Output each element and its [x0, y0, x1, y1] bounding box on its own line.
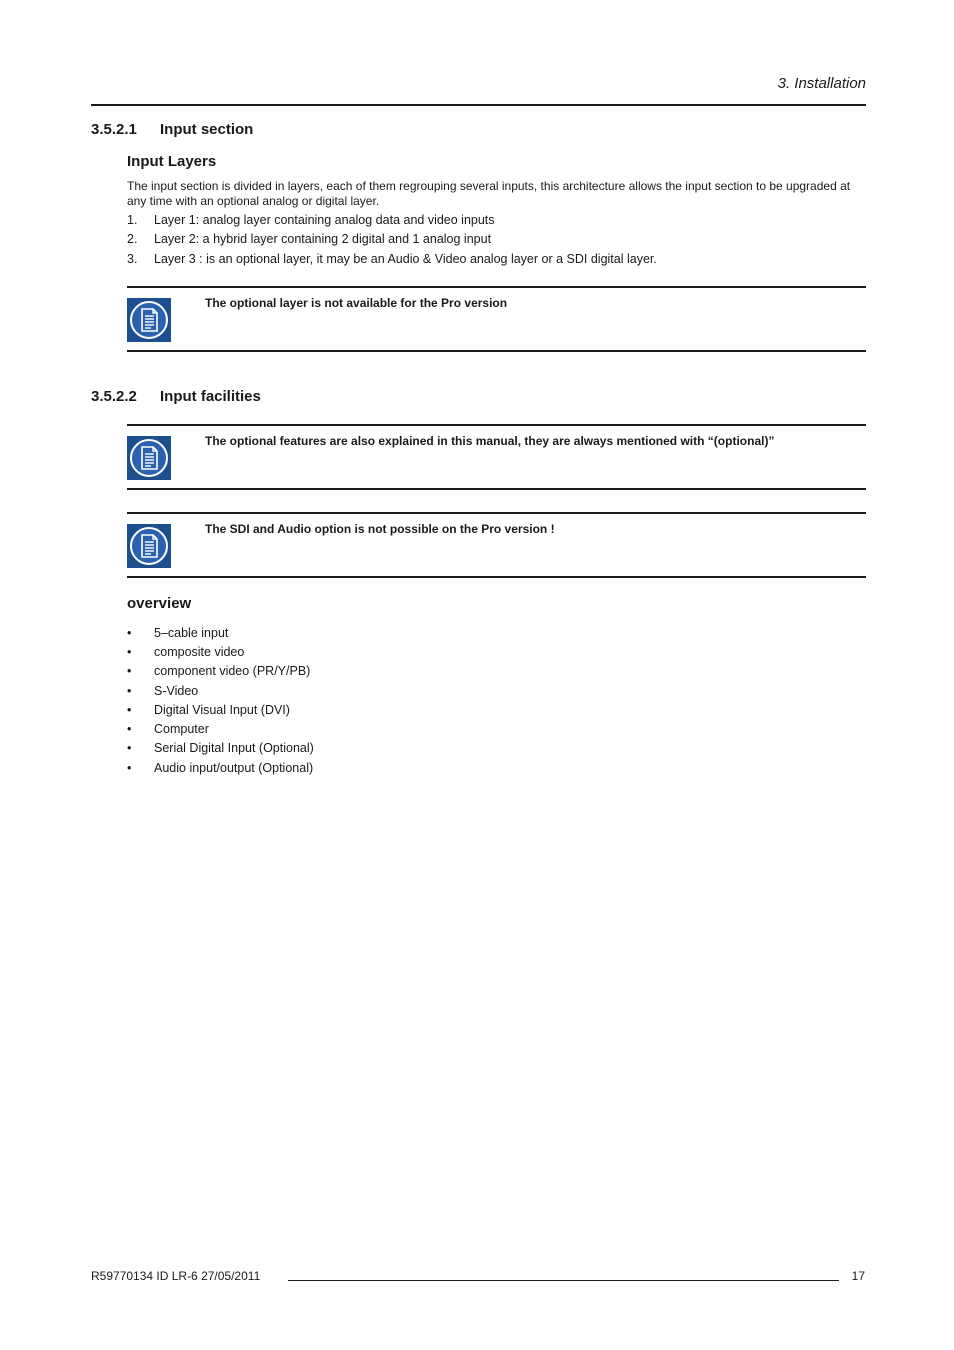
list-item — [127, 703, 290, 718]
note-text: The optional layer is not available for the Pro version — [205, 296, 508, 310]
bullet: • — [127, 703, 132, 717]
bullet: • — [127, 645, 132, 659]
list-text: Layer 3 : is an optional layer, it may be an Audio & Video analog layer or a SDI digital layer. — [154, 252, 657, 266]
page-number: 17 — [851, 1269, 865, 1283]
note-document-icon — [127, 524, 171, 568]
list-item — [127, 761, 313, 776]
list-item — [127, 232, 491, 247]
subheading-input-layers: Input Layers — [127, 153, 217, 170]
list-item — [127, 626, 228, 641]
bullet: • — [127, 722, 132, 736]
note-box — [127, 512, 866, 578]
list-text: Digital Visual Input (DVI) — [154, 703, 290, 717]
bullet: • — [127, 741, 132, 755]
section-number: 3.5.2.2 — [91, 388, 137, 405]
note-text: The optional features are also explained in this manual, they are always mentioned with “(optional)” — [205, 434, 775, 448]
list-item — [127, 213, 495, 228]
section-heading-input-facilities — [91, 388, 261, 405]
note-document-icon — [127, 298, 171, 342]
list-text: 5–cable input — [154, 626, 229, 640]
section-title: Input section — [160, 121, 254, 138]
subheading-overview: overview — [127, 595, 192, 612]
list-text: S-Video — [154, 684, 199, 698]
intro-paragraph: The input section is divided in layers, each of them regrouping several inputs, this architecture allows the input section to be upgraded at any time with an optional analog or digital layer. — [127, 179, 851, 208]
list-marker: 1. — [127, 213, 138, 227]
section-heading-input-section — [91, 121, 253, 138]
list-text: component video (PR/Y/PB) — [154, 664, 311, 678]
note-text: The SDI and Audio option is not possible on the Pro version ! — [205, 522, 555, 536]
list-text: Serial Digital Input (Optional) — [154, 741, 314, 755]
list-item — [127, 684, 198, 699]
list-text: Layer 1: analog layer containing analog data and video inputs — [154, 213, 495, 227]
list-marker: 2. — [127, 232, 138, 246]
chapter-title: 3. Installation — [777, 75, 866, 92]
note-box — [127, 424, 866, 490]
bullet: • — [127, 626, 132, 640]
list-item — [127, 722, 209, 737]
note-document-icon — [127, 436, 171, 480]
list-item — [127, 645, 244, 660]
list-text: Layer 2: a hybrid layer containing 2 digital and 1 analog input — [154, 232, 492, 246]
list-text: composite video — [154, 645, 245, 659]
section-title: Input facilities — [160, 388, 261, 405]
note-box — [127, 286, 866, 352]
header-rule — [91, 104, 866, 106]
bullet: • — [127, 684, 132, 698]
list-item — [127, 252, 657, 267]
list-marker: 3. — [127, 252, 138, 266]
bullet: • — [127, 761, 132, 775]
list-item — [127, 741, 314, 756]
list-item — [127, 664, 310, 679]
list-text: Audio input/output (Optional) — [154, 761, 314, 775]
footer-doc-id: R59770134 ID LR-6 27/05/2011 — [91, 1269, 261, 1283]
list-text: Computer — [154, 722, 209, 736]
bullet: • — [127, 664, 132, 678]
footer-rule — [288, 1280, 839, 1281]
section-number: 3.5.2.1 — [91, 121, 137, 138]
